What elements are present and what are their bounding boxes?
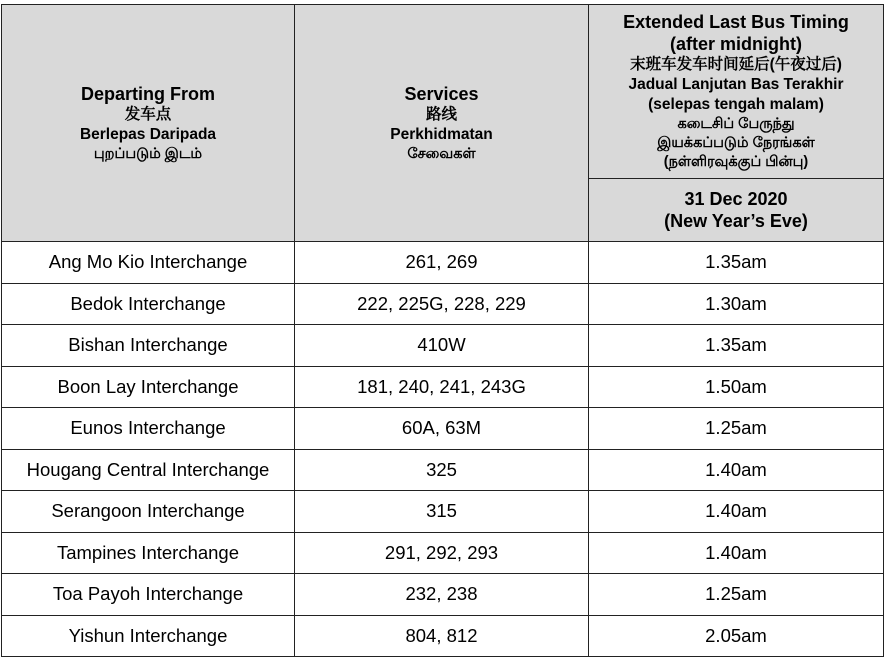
header-date-line2: (New Year’s Eve) <box>664 211 808 231</box>
cell-services: 261, 269 <box>295 242 589 284</box>
cell-departing: Tampines Interchange <box>2 532 295 574</box>
cell-time: 1.35am <box>589 242 884 284</box>
cell-time: 1.40am <box>589 449 884 491</box>
header-services-en: Services <box>404 83 479 104</box>
cell-time: 1.30am <box>589 283 884 325</box>
cell-departing: Bishan Interchange <box>2 325 295 367</box>
table-row <box>2 574 884 616</box>
table-row <box>2 283 884 325</box>
cell-time: 1.35am <box>589 325 884 367</box>
header-extended-ta3: (நள்ளிரவுக்குப் பின்பு) <box>663 154 809 170</box>
header-row <box>2 5 884 179</box>
header-departing-ta: புறப்படும் இடம் <box>93 145 203 162</box>
table-row <box>2 408 884 450</box>
cell-services: 410W <box>295 325 589 367</box>
header-date-line1: 31 Dec 2020 <box>684 189 788 209</box>
header-extended-timing <box>589 5 884 179</box>
header-extended-ms2: (selepas tengah malam) <box>648 96 824 113</box>
cell-services: 60A, 63M <box>295 408 589 450</box>
cell-time: 1.40am <box>589 532 884 574</box>
header-services-ms: Perkhidmatan <box>390 125 493 143</box>
table-row <box>2 242 884 284</box>
cell-time: 1.25am <box>589 574 884 616</box>
header-extended-ta2: இயக்கப்படும் நேரங்கள் <box>657 135 815 151</box>
cell-departing: Hougang Central Interchange <box>2 449 295 491</box>
cell-services: 222, 225G, 228, 229 <box>295 283 589 325</box>
header-date <box>589 179 884 242</box>
table-row <box>2 325 884 367</box>
cell-time: 1.25am <box>589 408 884 450</box>
header-extended-zh: 末班车发车时间延后(午夜过后) <box>630 56 842 73</box>
cell-departing: Eunos Interchange <box>2 408 295 450</box>
table-row <box>2 532 884 574</box>
bus-timing-table <box>1 4 884 657</box>
cell-departing: Bedok Interchange <box>2 283 295 325</box>
table-row <box>2 615 884 657</box>
header-extended-en1: Extended Last Bus Timing <box>623 12 849 32</box>
header-departing-ms: Berlepas Daripada <box>79 125 217 143</box>
header-departing-en: Departing From <box>80 83 215 104</box>
table-body <box>2 242 884 657</box>
header-departing-from <box>2 5 295 242</box>
cell-departing: Toa Payoh Interchange <box>2 574 295 616</box>
cell-services: 232, 238 <box>295 574 589 616</box>
cell-services: 315 <box>295 491 589 533</box>
header-departing-zh: 发车点 <box>124 105 172 123</box>
cell-departing: Ang Mo Kio Interchange <box>2 242 295 284</box>
table-row <box>2 491 884 533</box>
cell-services: 325 <box>295 449 589 491</box>
cell-services: 181, 240, 241, 243G <box>295 366 589 408</box>
cell-services: 291, 292, 293 <box>295 532 589 574</box>
header-services <box>295 5 589 242</box>
header-services-ta: சேவைகள் <box>407 145 476 162</box>
cell-departing: Yishun Interchange <box>2 615 295 657</box>
cell-time: 1.40am <box>589 491 884 533</box>
header-extended-en2: (after midnight) <box>670 34 802 54</box>
cell-departing: Boon Lay Interchange <box>2 366 295 408</box>
header-extended-ms1: Jadual Lanjutan Bas Terakhir <box>628 76 844 93</box>
table-row <box>2 449 884 491</box>
header-extended-ta1: கடைசிப் பேருந்து <box>677 116 795 132</box>
cell-departing: Serangoon Interchange <box>2 491 295 533</box>
cell-services: 804, 812 <box>295 615 589 657</box>
table-row <box>2 366 884 408</box>
cell-time: 2.05am <box>589 615 884 657</box>
header-services-zh: 路线 <box>425 105 457 123</box>
cell-time: 1.50am <box>589 366 884 408</box>
